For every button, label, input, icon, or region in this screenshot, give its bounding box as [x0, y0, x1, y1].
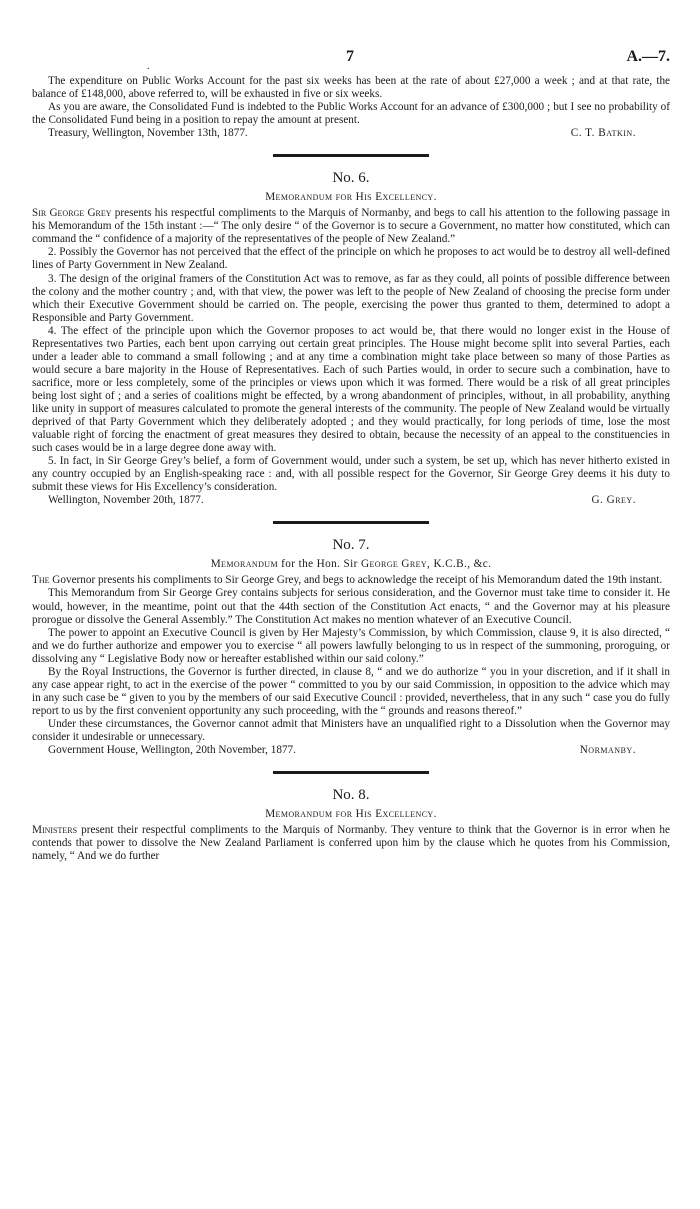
page-reference: A.—7.: [626, 48, 670, 65]
paragraph: 2. Possibly the Governor has not perceived that the effect of the principle on which he proposes to act would be to destroy all well-defined lines of Party Government in New Zealand.: [32, 246, 670, 272]
paragraph-text: presents his respectful compliments to the Marquis of Normanby, and begs to call his attention to the following passage in his Memorandum of the 15th instant :—“ The only desire “ of the Governor is to secure a Government, no matter how constituted, which can command the “ confidence of a majority of the representatives of the people of New Zealand.”: [32, 207, 671, 246]
paragraph: 3. The design of the original framers of the Constitution Act was to remove, as far as they could, all points of possible difference between the colony and the mother country ; and, with that view, the power was left to the people of New Zealand of choosing the precise form under which their Executive Government should be carried on. The people, exercising the power thus granted to them, determined to adopt a Responsible and Party Government.: [32, 272, 670, 324]
heading-tail: , K.C.B., &c.: [427, 558, 492, 571]
memorandum-no-8: [32, 786, 670, 863]
document-body: [32, 75, 670, 863]
memorandum-heading: Memorandum for His Excellency.: [265, 191, 437, 204]
document-number: No. 7.: [332, 537, 370, 554]
memorandum-no-6: [32, 169, 670, 507]
lead-caps: Ministers: [32, 824, 78, 837]
paragraph: [32, 824, 670, 863]
paragraph: The power to appoint an Executive Council is given by Her Majesty’s Commission, by which Commission, clause 9, it is also directed, “ and we do further authorize and empower you to exercise “ all powers lawfully belonging to us in respect of the summoning, proroguing, or dissolving any “ Legislative Body now or hereafter established within our said colony.”: [32, 626, 670, 665]
paragraph: 5. In fact, in Sir George Grey’s belief, a form of Government would, under such a system, be set up, which has never hitherto existed in any country occupied by an English-speaking race : and, with all possible respect for the Governor, Sir George Grey deems it his duty to submit these views for His Excellency’s consideration.: [32, 455, 670, 494]
heading-word: Memorandum: [210, 558, 278, 571]
signature-line: [32, 127, 670, 140]
place-date: Wellington, November 20th, 1877.: [48, 494, 204, 507]
section-divider: [273, 154, 429, 157]
heading-middle: for the Hon. Sir: [277, 558, 362, 571]
paragraph-text: present their respectful compliments to the Marquis of Normanby. They venture to think that the Governor is in error when he contends that power to dissolve the New Zealand Parliament is conferred upon him by the clause which he quotes from his Commission, namely, “ And we do further: [32, 824, 670, 863]
paragraph: By the Royal Instructions, the Governor is further directed, in clause 8, “ and we do authorize “ you in your discretion, and if it shall in any case appear right, to act in the exercise of the power “ committed to you by our said Commission, in opposition to the advice which may in any such case be “ given to you by the members of our said Executive Council : provided, nevertheless, that in any such “ case you do fully report to us by the first convenient opportunity any such proceeding, with the “ grounds and reasons thereof.”: [32, 665, 670, 717]
lead-caps: Sir George Grey: [32, 207, 112, 220]
paragraph: This Memorandum from Sir George Grey contains subjects for serious consideration, and the Governor must take time to consider it. He would, however, in the meantime, point out that the 44th section of the Constitution Act enacts, “ and the Governor may at his pleasure prorogue or dissolve the General Assembly.” The Constitution Act makes no mention whatever of an Executive Council.: [32, 587, 670, 626]
document-number: No. 6.: [332, 170, 370, 187]
section-divider: [273, 771, 429, 774]
treasury-section: [32, 75, 670, 140]
memorandum-no-7: [32, 536, 670, 757]
stray-mark: .: [147, 61, 150, 72]
page-number: 7: [346, 48, 354, 65]
signature: G. Grey.: [591, 494, 636, 507]
heading-name: George Grey: [361, 558, 428, 571]
memorandum-heading: Memorandum for His Excellency.: [265, 808, 437, 821]
signature-line: [32, 744, 670, 757]
paragraph: 4. The effect of the principle upon which the Governor proposes to act would be, that there would no longer exist in the House of Representatives two Parties, each bent upon carrying out certain great principles. The House might become split into several Parties, each under a leader able to command a small following ; and at any time a combination might take place between so many of those Parties as would secure a bare majority in the House of Representatives. Each of such Parties would, in order to secure such a combination, have to sacrifice, more or less completely, some of the principles or views upon which it was formed. There would be a risk of all great principles being lost sight of ; and a series of coalitions might be effected, by a wrong abandonment of principles, without, in all probability, anything like unity in support of measures calculated to promote the general interests of the community. The people of New Zealand would be virtually deprived of that Party Government which they deliberately adopted ; and they would practically, for long periods of time, lose the most valuable right of forcing the enactment of great measures they desired to obtain, because the necessity of an appeal to the constituencies in such cases would be in a large degree done away with.: [32, 324, 670, 455]
paragraph: The expenditure on Public Works Account for the past six weeks has been at the rate of about £27,000 a week ; and at that rate, the balance of £148,000, above referred to, will be exhausted in five or six weeks.: [32, 75, 670, 101]
section-divider: [273, 521, 429, 524]
place-date: Government House, Wellington, 20th November, 1877.: [48, 744, 296, 757]
signature: C. T. Batkin.: [570, 127, 636, 140]
document-number: No. 8.: [332, 787, 370, 804]
paragraph: [32, 207, 670, 246]
memorandum-heading: [32, 558, 670, 571]
paragraph: As you are aware, the Consolidated Fund is indebted to the Public Works Account for an advance of £300,000 ; but I see no probability of the Consolidated Fund being in a position to repay the amount at present.: [32, 101, 670, 127]
paragraph: Under these circumstances, the Governor cannot admit that Ministers have an unqualified right to a Dissolution when the Governor may consider it undesirable or unnecessary.: [32, 717, 670, 743]
lead-caps: The: [32, 574, 50, 587]
place-date: Treasury, Wellington, November 13th, 1877.: [48, 127, 248, 140]
signature: Normanby.: [579, 744, 636, 757]
paragraph: [32, 574, 670, 587]
paragraph-text: Governor presents his compliments to Sir George Grey, and begs to acknowledge the receipt of his Memorandum dated the 19th instant.: [49, 574, 663, 587]
signature-line: [32, 494, 670, 507]
